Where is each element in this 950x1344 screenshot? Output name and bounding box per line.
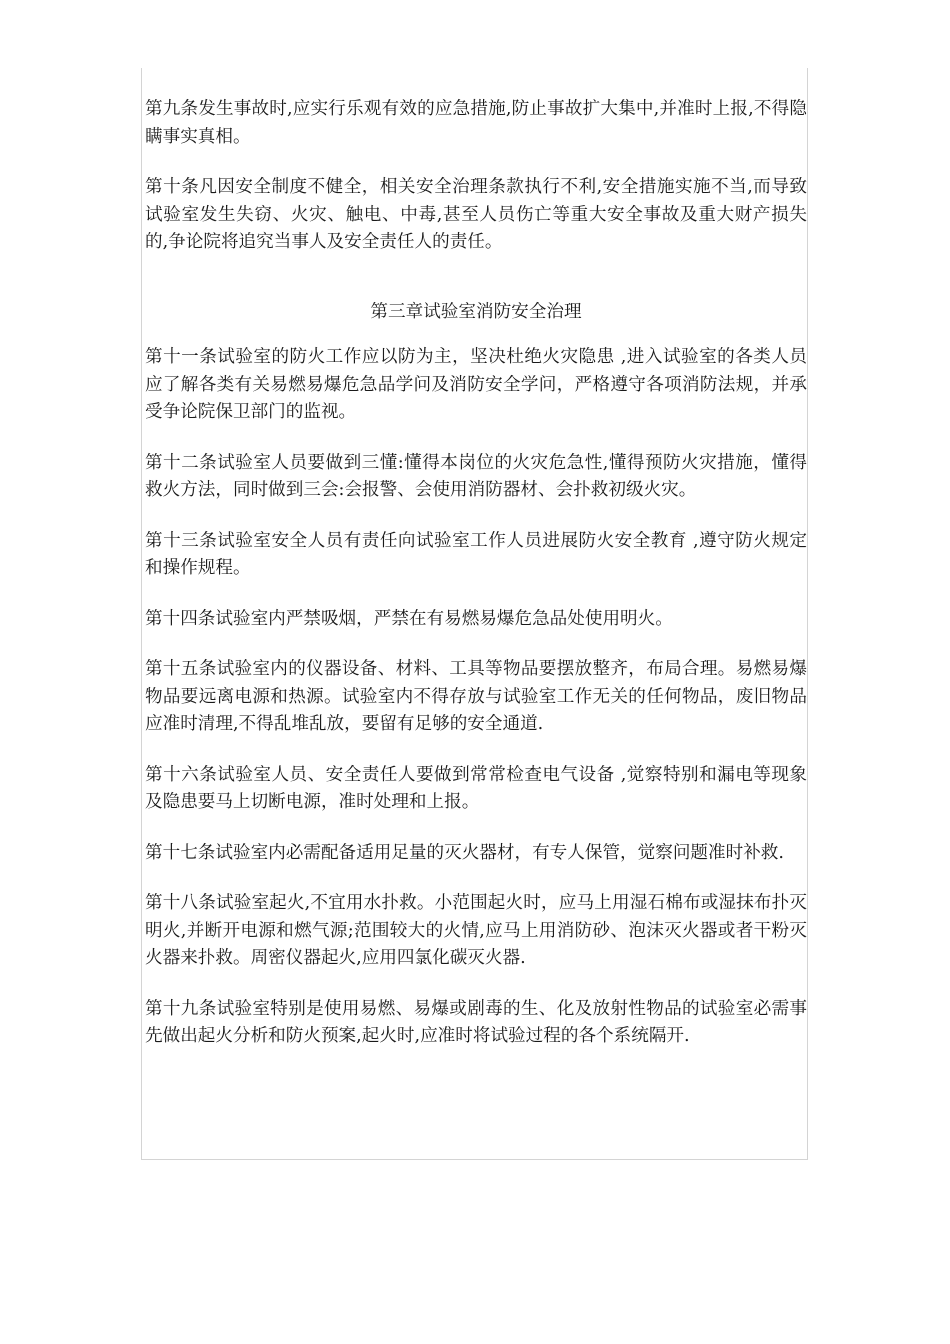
- article-18: 第十八条试验室起火,不宜用水扑救。小范围起火时，应马上用湿石棉布或湿抹布扑灭明火,并断开电源和燃气源;范围较大的火情,应马上用消防砂、泡沫灭火器或者干粉灭火器来扑救。周密仪器起火,应用四氯化碳灭火器.: [145, 893, 807, 968]
- article-19: 第十九条试验室特别是使用易燃、易爆或剧毒的生、化及放射性物品的试验室必需事先做出起火分析和防火预案,起火时,应准时将试验过程的各个系统隔开.: [145, 998, 807, 1046]
- chapter-title: 第三章试验室消防安全治理: [370, 301, 582, 322]
- article-16: 第十六条试验室人员、安全责任人要做到常常检查电气设备 ,觉察特别和漏电等现象及隐患要马上切断电源，准时处理和上报。: [145, 764, 807, 812]
- article-13: 第十三条试验室安全人员有责任向试验室工作人员进展防火安全教育 ,遵守防火规定和操作规程。: [145, 530, 807, 578]
- article-14: 第十四条试验室内严禁吸烟，严禁在有易燃易爆危急品处使用明火。: [145, 608, 673, 629]
- article-12: 第十二条试验室人员要做到三懂:懂得本岗位的火灾危急性,懂得预防火灾措施，懂得救火方法，同时做到三会:会报警、会使用消防器材、会扑救初级火灾。: [145, 452, 807, 500]
- document-body: [145, 96, 807, 1074]
- article-9: 第九条发生事故时,应实行乐观有效的应急措施,防止事故扩大集中,并准时上报,不得隐瞒事实真相。: [145, 99, 807, 147]
- article-15: 第十五条试验室内的仪器设备、材料、工具等物品要摆放整齐，布局合理。易燃易爆物品要远离电源和热源。试验室内不得存放与试验室工作无关的任何物品，废旧物品应准时清理,不得乱堆乱放，要留有足够的安全通道.: [145, 659, 807, 734]
- article-11: 第十一条试验室的防火工作应以防为主，坚决杜绝火灾隐患 ,进入试验室的各类人员应了解各类有关易燃易爆危急品学问及消防安全学问，严格遵守各项消防法规，并承受争论院保卫部门的监视。: [145, 347, 807, 422]
- article-10: 第十条凡因安全制度不健全，相关安全治理条款执行不利,安全措施实施不当,而导致试验室发生失窃、火灾、触电、中毒,甚至人员伤亡等重大安全事故及重大财产损失的,争论院将追究当事人及安全责任人的责任。: [145, 177, 807, 252]
- article-17: 第十七条试验室内必需配备适用足量的灭火器材，有专人保管，觉察问题准时补救.: [145, 842, 784, 863]
